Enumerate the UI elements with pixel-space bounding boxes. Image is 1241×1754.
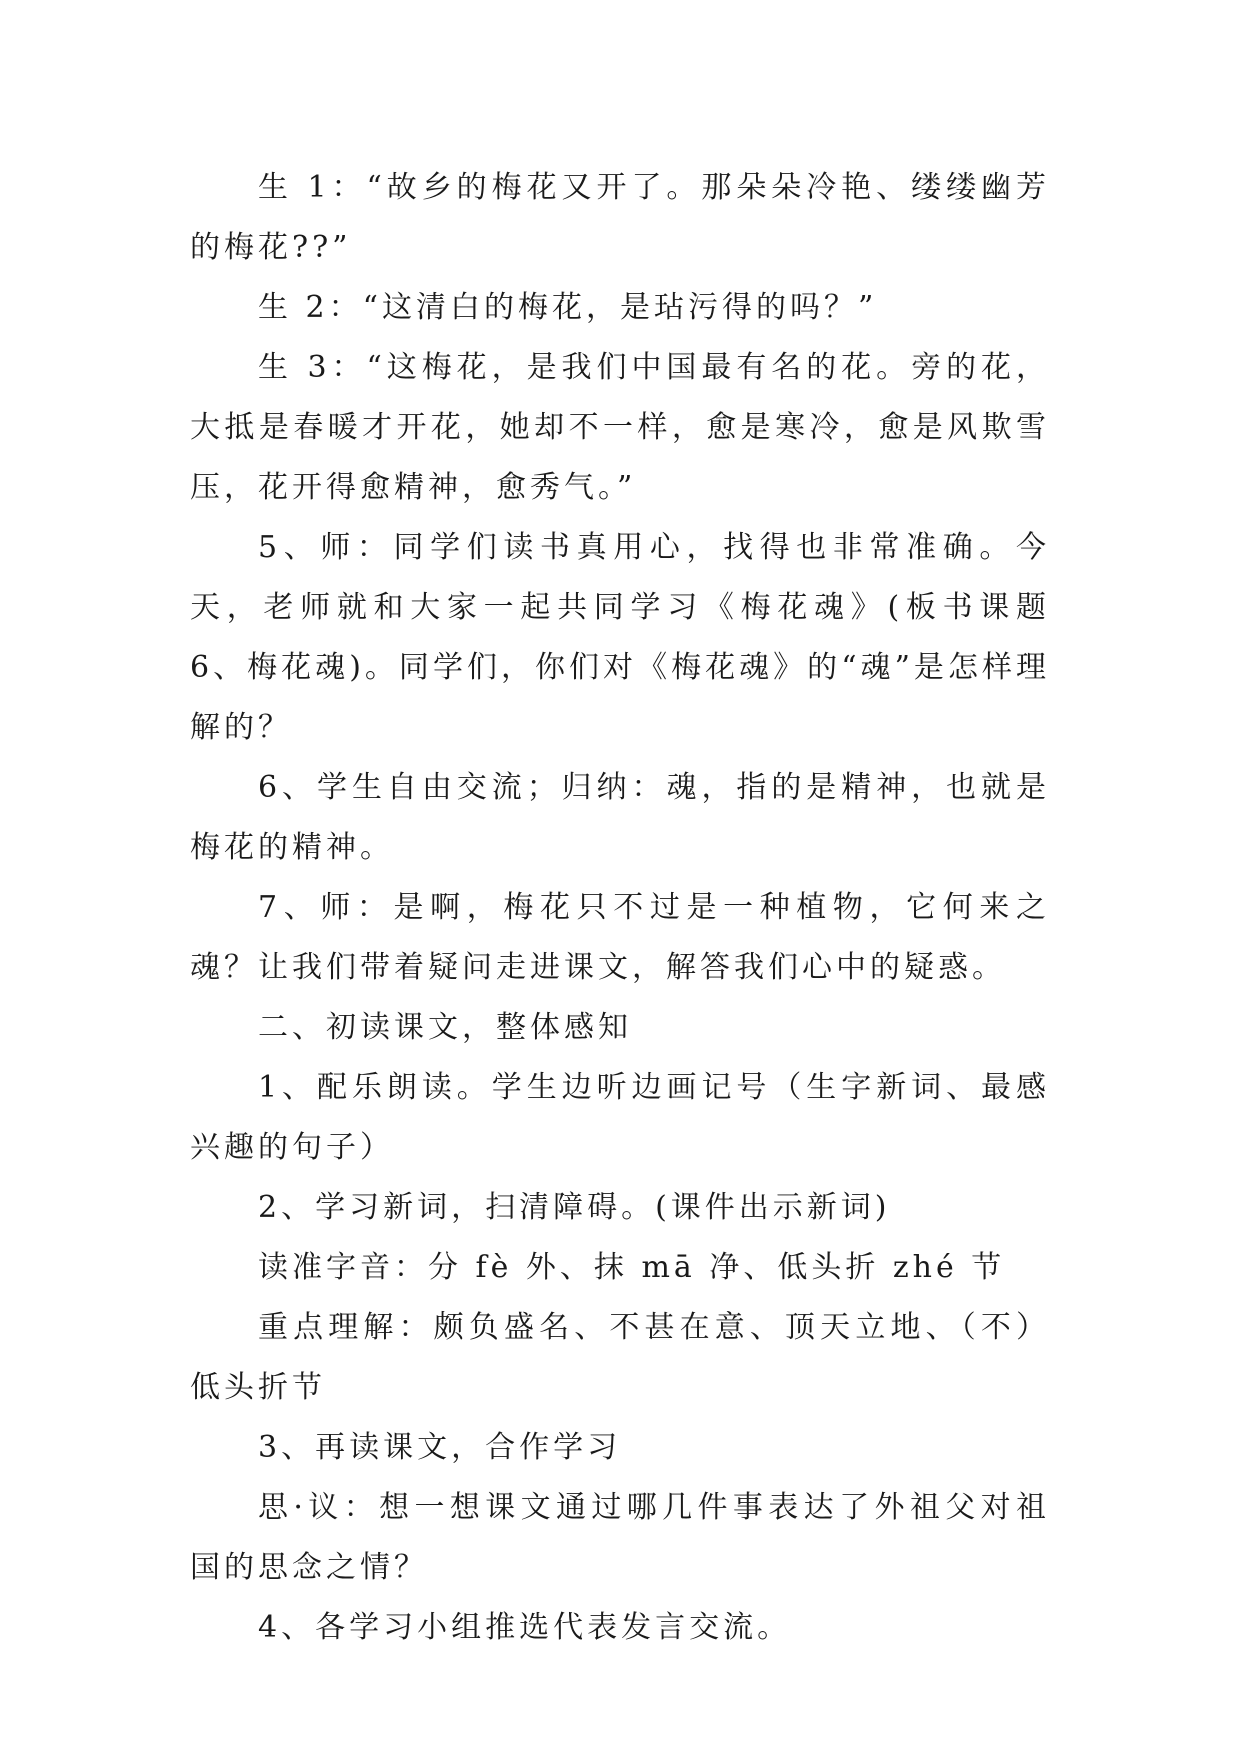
- section-heading-2: 二、初读课文，整体感知: [258, 1010, 632, 1045]
- paragraph-step-7: 7、师：是啊，梅花只不过是一种植物，它何来之魂？让我们带着疑问走进课文，解答我们心中的疑惑。: [190, 890, 1050, 985]
- document-body: [190, 158, 1050, 1658]
- paragraph-item-3: 3、再读课文，合作学习: [258, 1430, 622, 1465]
- paragraph-student-1: 生 1：“故乡的梅花又开了。那朵朵冷艳、缕缕幽芳的梅花??”: [190, 170, 1050, 265]
- paragraph-item-4: 4、各学习小组推选代表发言交流。: [258, 1610, 792, 1645]
- paragraph-item-1: 1、配乐朗读。学生边听边画记号（生字新词、最感兴趣的句子）: [190, 1070, 1050, 1165]
- paragraph-student-2: 生 2：“这清白的梅花，是玷污得的吗？”: [258, 290, 878, 325]
- paragraph-pronunciation: 读准字音：分 fè 外、抹 mā 净、低头折 zhé 节: [258, 1250, 1006, 1285]
- paragraph-step-6: 6、学生自由交流；归纳：魂，指的是精神，也就是梅花的精神。: [190, 770, 1050, 865]
- paragraph-step-5: 5、师：同学们读书真用心，找得也非常准确。今天，老师就和大家一起共同学习《梅花魂》(板书课题 6、梅花魂)。同学们，你们对《梅花魂》的“魂”是怎样理解的？: [190, 530, 1050, 745]
- paragraph-student-3: 生 3：“这梅花，是我们中国最有名的花。旁的花，大抵是春暖才开花，她却不一样，愈是寒冷，愈是风欺雪压，花开得愈精神，愈秀气。”: [190, 350, 1050, 505]
- paragraph-key-terms: 重点理解：颇负盛名、不甚在意、顶天立地、（不）低头折节: [190, 1310, 1050, 1405]
- paragraph-discussion: 思·议：想一想课文通过哪几件事表达了外祖父对祖国的思念之情？: [190, 1490, 1050, 1585]
- paragraph-item-2: 2、学习新词，扫清障碍。(课件出示新词): [258, 1190, 891, 1225]
